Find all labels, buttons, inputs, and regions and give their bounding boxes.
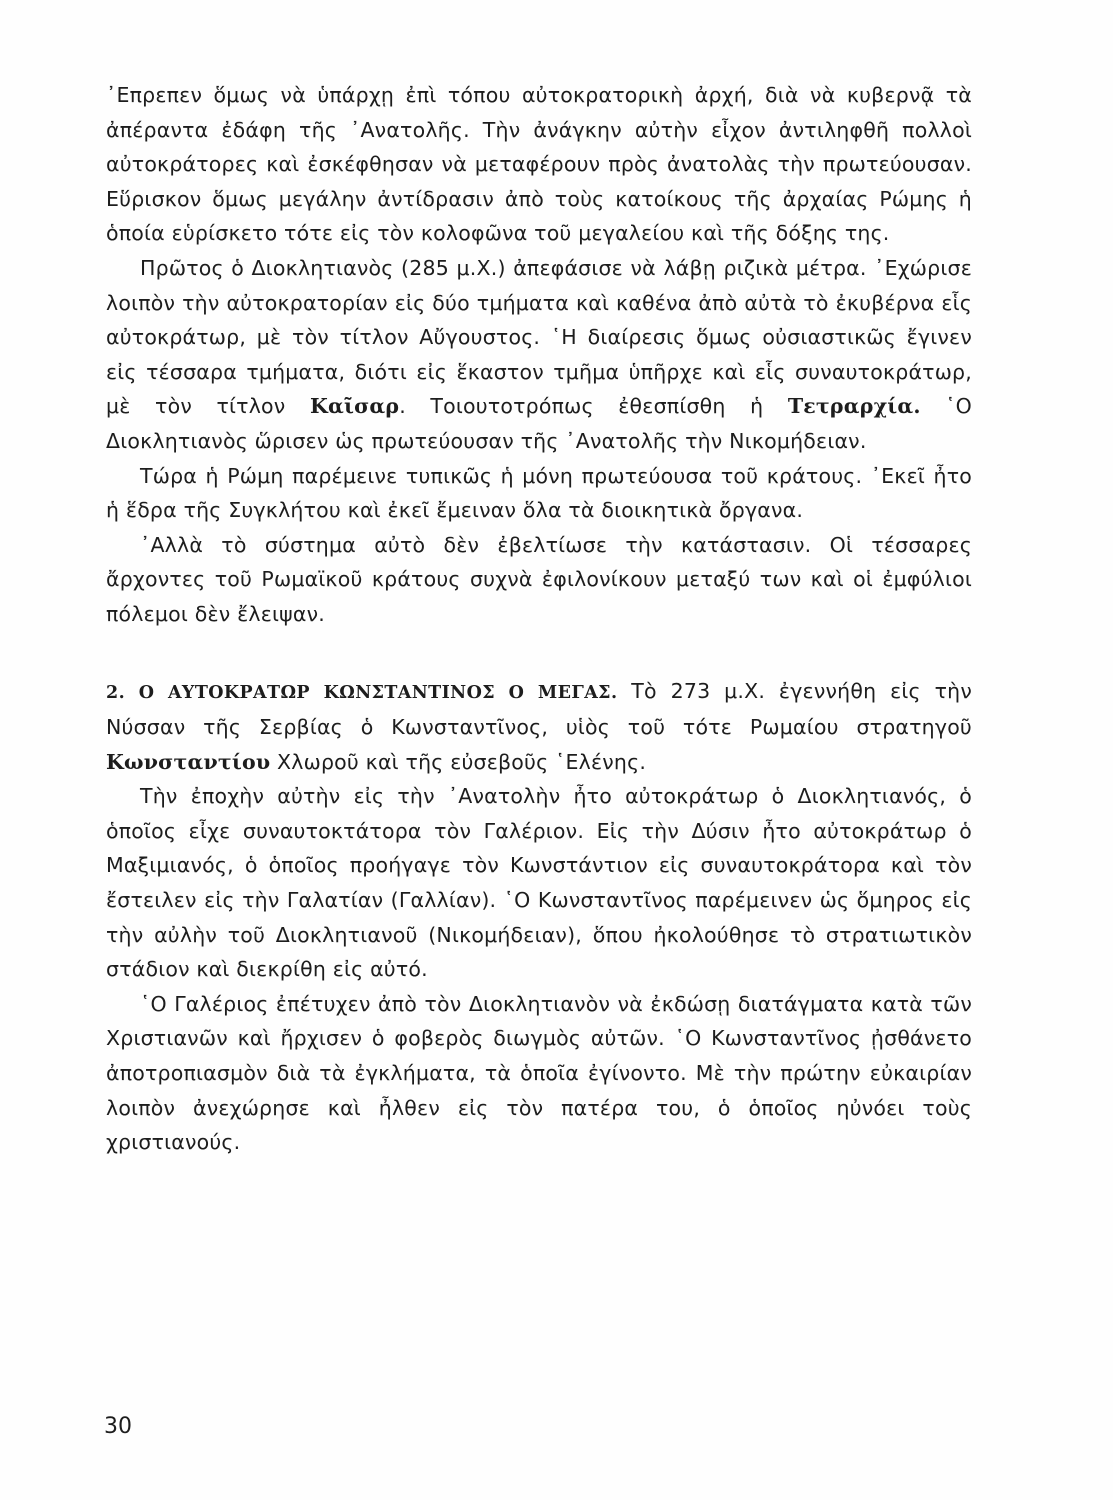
section-paragraph-2: ῾Ο Γαλέριος ἐπέτυχεν ἀπὸ τὸν Διοκλητιανὸν νὰ ἐκδώσῃ διατάγματα κατὰ τῶν Χριστιανῶν καὶ ἤρχισεν ὁ φοβερὸς διωγμὸς αὐτῶν. ῾Ο Κωνσταντῖνος ᾐσθάνετο ἀποτροπιασμὸν διὰ τὰ ἐγκλήματα, τὰ ὁποῖα ἐγίνοντο. Μὲ τὴν πρώτην εὐκαιρίαν λοιπὸν ἀνεχώρησε καὶ ἦλθεν εἰς τὸν πατέρα του, ὁ ὁποῖος ηὐνόει τοὺς χριστιανούς.: [106, 991, 972, 1155]
paragraph-2: [106, 251, 972, 459]
section-heading: 2. Ο ΑΥΤΟΚΡΑΤΩΡ ΚΩΝΣΤΑΝΤΙΝΟΣ Ο ΜΕΓΑΣ.: [106, 682, 618, 703]
page-number: 30: [104, 1414, 132, 1439]
paragraph-1: ᾿Επρεπεν ὅμως νὰ ὑπάρχῃ ἐπὶ τόπου αὐτοκρατορικὴ ἀρχή, διὰ νὰ κυβερνᾷ τὰ ἀπέραντα ἐδάφη τῆς ᾿Ανατολῆς. Τὴν ἀνάγκην αὐτὴν εἶχον ἀντιληφθῆ πολλοὶ αὐτοκράτορες καὶ ἐσκέφθησαν νὰ μεταφέρουν πρὸς ἀνατολὰς τὴν πρωτεύουσαν. Εὕρισκον ὅμως μεγάλην ἀντίδρασιν ἀπὸ τοὺς κατοίκους τῆς ἀρχαίας Ρώμης ἡ ὁποία εὑρίσκετο τότε εἰς τὸν κολοφῶνα τοῦ μεγαλείου καὶ τῆς δόξης της.: [106, 83, 972, 246]
section-intro-text-a: Τὸ 273 μ.Χ. ἐγεννήθη εἰς τὴν Νύσσαν τῆς Σερβίας ὁ Κωνσταντῖνος, υἱὸς τοῦ τότε Ρωμαίου στρατηγοῦ: [106, 678, 972, 740]
term-tetrarchia: Τετραρχία.: [787, 394, 921, 419]
paragraph-2-text-a: Πρῶτος ὁ Διοκλητιανὸς (285 μ.Χ.) ἀπεφάσισε νὰ λάβῃ ριζικὰ μέτρα. ᾿Εχώρισε λοιπὸν τὴν αὐτοκρατορίαν εἰς δύο τμήματα καὶ καθένα ἀπὸ αὐτὰ τὸ ἐκυβέρνα εἷς αὐτοκράτωρ, μὲ τὸν τίτλον Αὔγουστος. ῾Η διαίρεσις ὅμως οὐσιαστικῶς ἔγινεν εἰς τέσσαρα τμήματα, διότι εἰς ἕκαστον τμῆμα ὑπῆρχε καὶ εἷς συναυτοκράτωρ, μὲ τὸν τίτλον: [106, 255, 972, 419]
paragraph-3: Τώρα ἡ Ρώμη παρέμεινε τυπικῶς ἡ μόνη πρωτεύουσα τοῦ κράτους. ᾿Εκεῖ ἦτο ἡ ἕδρα τῆς Συγκλήτου καὶ ἐκεῖ ἔμειναν ὅλα τὰ διοικητικὰ ὄργανα.: [106, 463, 972, 523]
section-intro-text-b: Χλωροῦ καὶ τῆς εὐσεβοῦς ῾Ελένης.: [270, 749, 647, 774]
section-gap: [106, 632, 972, 674]
paragraph-2-text-c: ῾Ο Διοκλητιανὸς ὥρισεν ὡς πρωτεύουσαν τῆς ᾿Ανατολῆς τὴν Νικομήδειαν.: [106, 394, 972, 453]
term-kaisar: Καῖσαρ: [309, 394, 400, 419]
section-paragraph-1: Τὴν ἐποχὴν αὐτὴν εἰς τὴν ᾿Ανατολὴν ἦτο αὐτοκράτωρ ὁ Διοκλητιανός, ὁ ὁποῖος εἶχε συναυτοκτάτορα τὸν Γαλέριον. Εἰς τὴν Δύσιν ἦτο αὐτοκράτωρ ὁ Μαξιμιανός, ὁ ὁποῖος προήγαγε τὸν Κωνστάντιον εἰς συναυτοκράτορα καὶ τὸν ἔστειλεν εἰς τὴν Γαλατίαν (Γαλλίαν). ῾Ο Κωνσταντῖνος παρέμεινεν ὡς ὅμηρος εἰς τὴν αὐλὴν τοῦ Διοκλητιανοῦ (Νικομήδειαν), ὅπου ἠκολούθησε τὸ στρατιωτικὸν στάδιον καὶ διεκρίθη εἰς αὐτό.: [106, 784, 972, 982]
term-konstantiou: Κωνσταντίου: [106, 749, 271, 774]
page-text: [106, 78, 972, 1160]
paragraph-4: ᾿Αλλὰ τὸ σύστημα αὐτὸ δὲν ἐβελτίωσε τὴν κατάστασιν. Οἱ τέσσαρες ἄρχοντες τοῦ Ρωμαϊκοῦ κράτους συχνὰ ἐφιλονίκουν μεταξύ των καὶ οἱ ἐμφύλιοι πόλεμοι δὲν ἔλειψαν.: [106, 532, 972, 626]
section-intro: [106, 674, 972, 780]
paragraph-2-text-b: . Τοιουτοτρόπως ἐθεσπίσθη ἡ: [399, 394, 788, 419]
